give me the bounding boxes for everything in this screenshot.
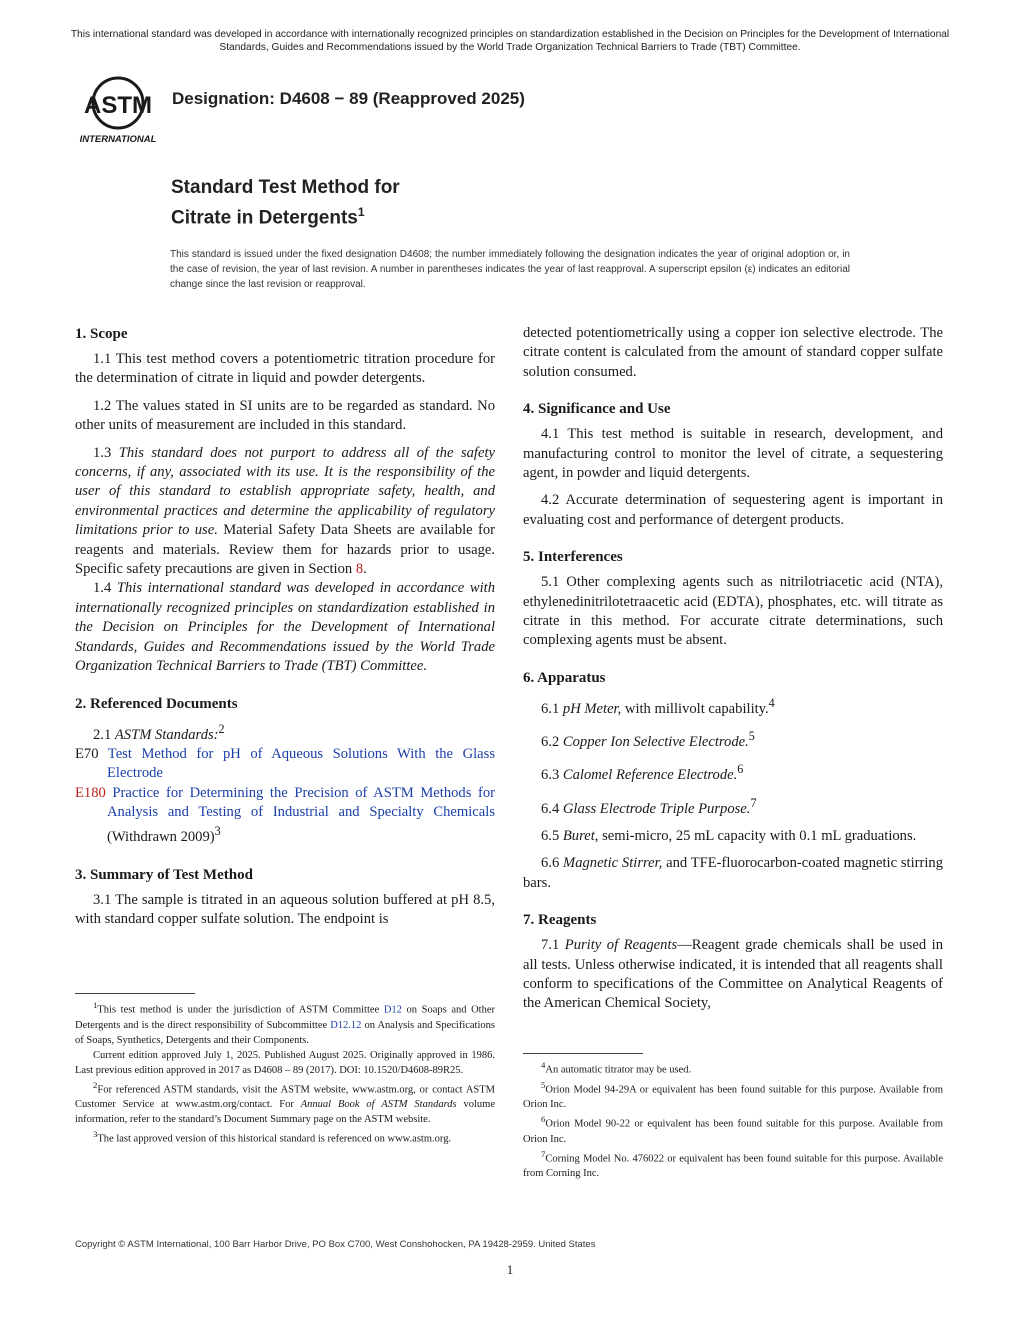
- reference-e180-link[interactable]: Practice for Determining the Precision of ASTM Methods for Analysis and Testing of Industrial and Specialty Chemicals: [107, 784, 495, 820]
- logo-letters: ASTM: [84, 92, 152, 119]
- para-5-1: 5.1 Other complexing agents such as nitrilotriacetic acid (NTA), ethylenedinitrilotetraacetic acid (EDTA), phosphates, etc. will titrate as citrate in this method. For accurate citrate determinations, such complexing agents must be absent.: [523, 574, 943, 649]
- reference-e70: E70 Test Method for pH of Aqueous Solutions With the Glass Electrode: [75, 745, 495, 782]
- footnote-6: $^6$Orion Model 90-22 or equivalent has been found suitable for this purpose. Available from Orion Inc.: [523, 1114, 943, 1145]
- preamble: This standard is issued under the fixed designation D4608; the number immediately following the designation indicates the year of original adoption or, in the case of revision, the year of last revision. A number in parentheses indicates the year of last reapproval. A superscript epsilon (ε) indicates an editorial change since the last revision or reapproval.: [170, 249, 850, 290]
- astm-logo: [74, 76, 162, 146]
- title-line-1: Standard Test Method for: [171, 177, 400, 198]
- header-notice: This international standard was developed in accordance with internationally recognized principles on standardization established in the Decision on Principles for the Development of International Standards, Guides and Recommendations issued by the World Trade Organization Technical Barriers to Trade (TBT) Committee.: [70, 29, 950, 53]
- left-column: [75, 324, 495, 929]
- section-3-heading: 3. Summary of Test Method: [75, 866, 253, 883]
- reference-e180: E180 Practice for Determining the Precision of ASTM Methods for Analysis and Testing of Industrial and Specialty Chemicals (Withdrawn 2009)$^3$: [75, 784, 495, 846]
- para-1-1: 1.1 This test method covers a potentiometric titration procedure for the determination of citrate in liquid and powder detergents.: [75, 351, 495, 387]
- para-3-1-part-b: detected potentiometrically using a copper ion selective electrode. The citrate content is calculated from the amount of standard copper sulfate solution consumed.: [523, 325, 943, 380]
- footnote-1: $^1$This test method is under the jurisdiction of ASTM Committee D12 on Soaps and Other Detergents and is the direct responsibility of Subcommittee D12.12 on Analysis and Specifications of Soaps, Synthetics, Detergents and their Components.: [75, 1000, 496, 1046]
- section-7-heading: 7. Reagents: [523, 912, 597, 929]
- footnote-4: $^4$An automatic titrator may be used.: [541, 1060, 692, 1076]
- section-2-heading: 2. Referenced Documents: [75, 695, 238, 712]
- title-line-2: Citrate in Detergents$^1$: [171, 205, 365, 229]
- right-column: [523, 324, 943, 1014]
- apparatus-item: 6.1 pH Meter, with millivolt capability.$^4$: [541, 695, 775, 717]
- para-1-4: 1.4 This international standard was developed in accordance with internationally recognized principles on standardization established in the Decision on Principles for the Development of International Standards, Guides and Recommendations issued by the World Trade Organization Technical Barriers to Trade (TBT) Committee.: [75, 580, 496, 675]
- footnote-7: $^7$Corning Model No. 476022 or equivalent has been found suitable for this purpose. Available from Corning Inc.: [523, 1148, 943, 1179]
- apparatus-item: 6.5 Buret, semi-micro, 25 mL capacity with 0.1 mL graduations.: [541, 827, 917, 844]
- logo-subtitle: INTERNATIONAL: [79, 134, 157, 145]
- para-1-2: 1.2 The values stated in SI units are to be regarded as standard. No other units of measurement are included in this standard.: [75, 397, 495, 434]
- section-5-heading: 5. Interferences: [523, 549, 623, 566]
- para-4-2: 4.2 Accurate determination of sequestering agent is important in evaluating cost and performance of detergent products.: [523, 492, 943, 528]
- document-title: [171, 175, 400, 230]
- footnote-5: $^5$Orion Model 94-29A or equivalent has been found suitable for this purpose. Available from Orion Inc.: [523, 1079, 943, 1110]
- title-footnote-ref[interactable]: 1: [357, 205, 365, 219]
- apparatus-item: 6.6 Magnetic Stirrer, and TFE-fluorocarbon-coated magnetic stirring bars.: [523, 855, 944, 891]
- apparatus-item: 6.4 Glass Electrode Triple Purpose.$^7$: [541, 795, 757, 817]
- section-4-heading: 4. Significance and Use: [523, 401, 671, 418]
- para-2-1: 2.1 ASTM Standards:$^2$: [93, 721, 225, 743]
- footnote-1-edition: Current edition approved July 1, 2025. Published August 2025. Originally approved in 1986. Last previous edition approved in 2017 as D4608 – 89 (2017). DOI: 10.1520/D4608-89R25.: [75, 1049, 495, 1076]
- copyright-footer: Copyright © ASTM International, 100 Barr Harbor Drive, PO Box C700, West Conshohocken, PA 19428-2959. United States: [75, 1239, 596, 1250]
- footnotes-left: [75, 993, 495, 1147]
- apparatus-item: 6.3 Calomel Reference Electrode.$^6$: [541, 762, 744, 784]
- designation: Designation: D4608 − 89 (Reapproved 2025): [172, 89, 525, 108]
- footnote-3: $^3$The last approved version of this historical standard is referenced on www.astm.org.: [93, 1129, 452, 1145]
- reference-e70-link[interactable]: Test Method for pH of Aqueous Solutions With the Glass Electrode: [107, 745, 495, 782]
- para-1-3: 1.3 This standard does not purport to address all of the safety concerns, if any, associated with its use. It is the responsibility of the user of this standard to establish appropriate safety, health, and environmental practices and determine the applicability of regulatory limitations prior to use. Material Safety Data Sheets are available for reagents and materials. Review them for hazards prior to usage. Specific safety precautions are given in Section 8.: [75, 444, 496, 578]
- footnote-2: $^2$For referenced ASTM standards, visit the ASTM website, www.astm.org, or contact ASTM Customer Service at www.astm.org/contact. For Annual Book of ASTM Standards volume information, refer to the standard’s Document Summary page on the ASTM website.: [75, 1079, 496, 1125]
- section-8-link[interactable]: 8: [355, 561, 364, 578]
- page-number: 1: [506, 1262, 514, 1277]
- para-7-1: 7.1 Purity of Reagents—Reagent grade chemicals shall be used in all tests. Unless otherwise indicated, it is intended that all reagents shall conform to specifications of the Committee on Analytical Reagents of the American Chemical Society,: [523, 937, 944, 1012]
- apparatus-item: 6.2 Copper Ion Selective Electrode.$^5$: [541, 729, 755, 750]
- committee-d12-link[interactable]: D12: [383, 1004, 402, 1016]
- subcommittee-d1212-link[interactable]: D12.12: [330, 1019, 362, 1031]
- footnotes-right: [523, 1053, 943, 1181]
- section-6-heading: 6. Apparatus: [523, 669, 606, 686]
- section-1-heading: 1. Scope: [75, 326, 128, 342]
- para-3-1-part-a: 3.1 The sample is titrated in an aqueous solution buffered at pH 8.5, with standard copper sulfate solution. The endpoint is: [75, 891, 495, 928]
- para-4-1: 4.1 This test method is suitable in research, development, and manufacturing control to monitor the level of citrate, a sequestering agent, in powder and liquid detergents.: [523, 426, 943, 482]
